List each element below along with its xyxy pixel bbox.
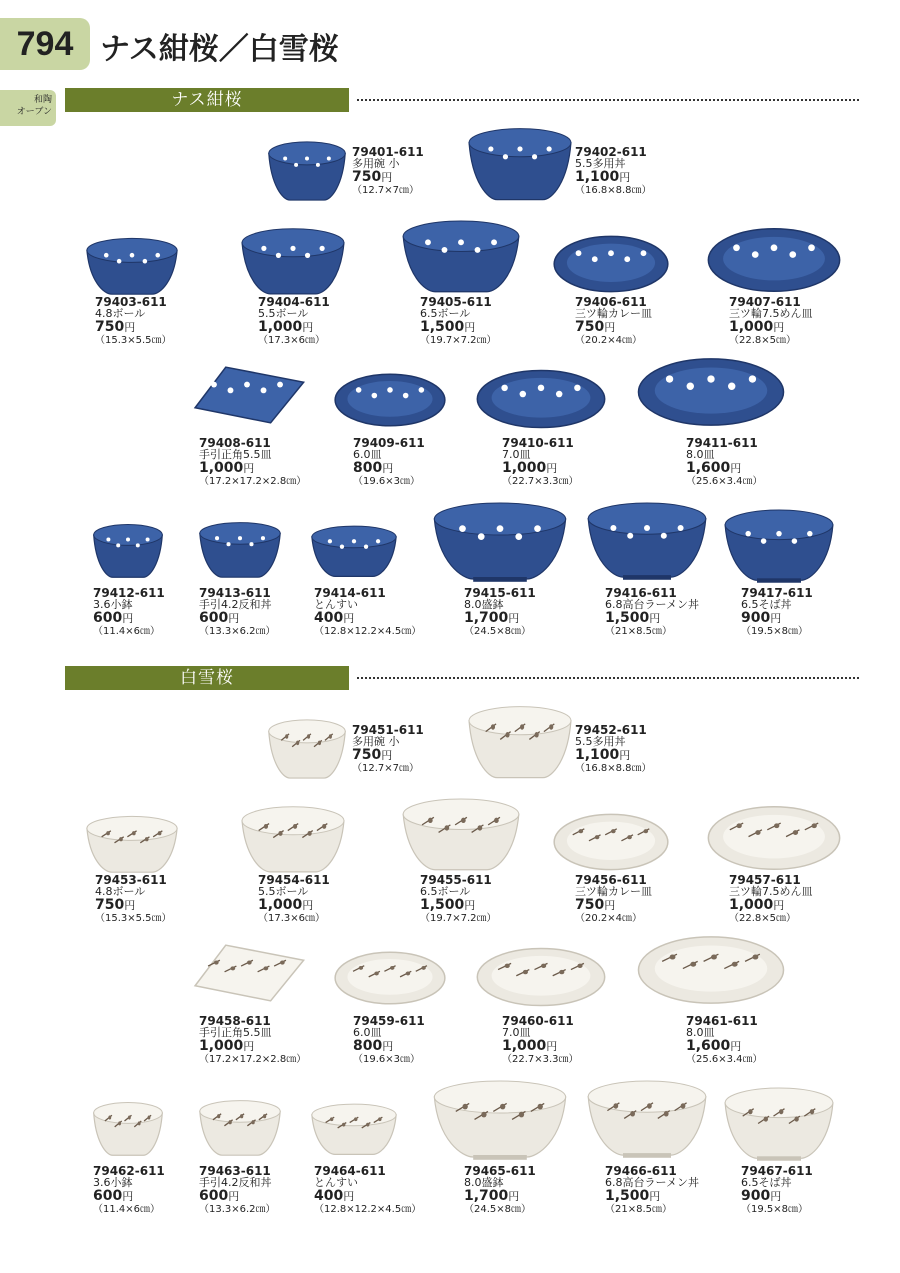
product-price: 600円 <box>199 1188 240 1204</box>
product-code: 79413-611 <box>199 586 271 600</box>
product-name: 8.0皿 <box>686 1026 715 1039</box>
product-name: 7.0皿 <box>502 1026 531 1039</box>
currency-unit: 円 <box>770 1190 782 1203</box>
product-image-79455-611 <box>402 796 520 872</box>
product-price: 750円 <box>575 897 616 913</box>
product-name: 多用碗 小 <box>352 735 400 748</box>
product-price: 1,000円 <box>729 319 785 335</box>
product-size: （17.3×6㎝） <box>258 335 326 346</box>
product-image-79463-611 <box>199 1097 281 1157</box>
product-image-79409-611 <box>334 372 446 428</box>
product-label[interactable] <box>95 874 275 925</box>
product-image-79417-611 <box>724 510 834 584</box>
currency-unit: 円 <box>770 612 782 625</box>
currency-unit: 円 <box>773 899 785 912</box>
product-label[interactable] <box>575 874 755 925</box>
product-code: 79456-611 <box>575 873 647 887</box>
product-label[interactable] <box>258 296 438 347</box>
product-label[interactable] <box>686 437 866 488</box>
product-label[interactable] <box>741 587 900 638</box>
product-size: （16.8×8.8㎝） <box>575 763 652 774</box>
product-image-79467-611 <box>724 1088 834 1162</box>
product-label[interactable] <box>199 437 379 488</box>
product-code: 79408-611 <box>199 436 271 450</box>
product-price: 1,100円 <box>575 747 631 763</box>
currency-unit: 円 <box>604 321 616 334</box>
currency-unit: 円 <box>228 1190 240 1203</box>
product-size: （25.6×3.4㎝） <box>686 1054 763 1065</box>
product-price: 1,000円 <box>199 460 255 476</box>
product-price: 900円 <box>741 610 782 626</box>
product-price: 750円 <box>575 319 616 335</box>
currency-unit: 円 <box>343 1190 355 1203</box>
product-code: 79401-611 <box>352 145 424 159</box>
product-price: 750円 <box>95 319 136 335</box>
product-name: 手引4.2反和丼 <box>199 1176 272 1189</box>
product-image-79403-611 <box>86 236 178 296</box>
product-size: （21×8.5㎝） <box>605 1204 673 1215</box>
product-size: （19.7×7.2㎝） <box>420 913 497 924</box>
product-code: 79453-611 <box>95 873 167 887</box>
product-image-79452-611 <box>468 702 572 780</box>
currency-unit: 円 <box>228 612 240 625</box>
product-name: 三ツ輪7.5めん皿 <box>729 307 813 320</box>
product-price: 1,600円 <box>686 460 742 476</box>
product-image-79411-611 <box>637 356 785 428</box>
product-image-79401-611 <box>268 138 346 202</box>
currency-unit: 円 <box>649 1190 661 1203</box>
product-size: （22.7×3.3㎝） <box>502 1054 579 1065</box>
product-size: （20.2×4㎝） <box>575 913 643 924</box>
product-image-79410-611 <box>476 368 606 430</box>
product-name: 三ツ輪カレー皿 <box>575 307 652 320</box>
product-name: 5.5ボール <box>258 307 309 320</box>
product-size: （19.7×7.2㎝） <box>420 335 497 346</box>
product-image-79408-611 <box>188 366 306 424</box>
product-image-79415-611 <box>433 503 567 583</box>
currency-unit: 円 <box>124 321 136 334</box>
product-size: （19.5×8㎝） <box>741 1204 809 1215</box>
product-label[interactable] <box>741 1165 900 1216</box>
product-size: （12.8×12.2×4.5㎝） <box>314 626 422 637</box>
product-code: 79460-611 <box>502 1014 574 1028</box>
product-code: 79459-611 <box>353 1014 425 1028</box>
product-name: 8.0盛鉢 <box>464 1176 504 1189</box>
product-name: 8.0皿 <box>686 448 715 461</box>
product-label[interactable] <box>575 724 755 775</box>
product-price: 1,500円 <box>420 319 476 335</box>
product-name: 5.5多用丼 <box>575 157 626 170</box>
product-size: （13.3×6.2㎝） <box>199 1204 276 1215</box>
product-size: （24.5×8㎝） <box>464 626 532 637</box>
product-name: 多用碗 小 <box>352 157 400 170</box>
product-size: （21×8.5㎝） <box>605 626 673 637</box>
product-code: 79452-611 <box>575 723 647 737</box>
product-price: 600円 <box>93 1188 134 1204</box>
page-title: ナス紺桜／白雪桜 <box>100 32 339 67</box>
product-label[interactable] <box>199 1015 379 1066</box>
product-name: 3.6小鉢 <box>93 1176 133 1189</box>
product-label[interactable] <box>95 296 275 347</box>
product-image-79458-611 <box>188 944 306 1002</box>
product-name: 5.5多用丼 <box>575 735 626 748</box>
product-code: 79458-611 <box>199 1014 271 1028</box>
product-price: 1,500円 <box>420 897 476 913</box>
product-image-79466-611 <box>587 1081 707 1159</box>
product-price: 600円 <box>199 610 240 626</box>
product-code: 79404-611 <box>258 295 330 309</box>
currency-unit: 円 <box>649 612 661 625</box>
section-divider <box>357 99 859 101</box>
product-name: 4.8ボール <box>95 885 146 898</box>
product-name: 6.8高台ラーメン丼 <box>605 1176 699 1189</box>
product-code: 79403-611 <box>95 295 167 309</box>
product-label[interactable] <box>729 296 900 347</box>
product-name: 6.5そば丼 <box>741 1176 792 1189</box>
section-header-nasu-konzakura: ナス紺桜 <box>65 88 349 112</box>
product-size: （19.6×3㎝） <box>353 476 421 487</box>
product-price: 1,500円 <box>605 610 661 626</box>
product-image-79402-611 <box>468 124 572 202</box>
product-size: （12.7×7㎝） <box>352 763 420 774</box>
currency-unit: 円 <box>243 462 255 475</box>
product-name: 6.0皿 <box>353 1026 382 1039</box>
currency-unit: 円 <box>508 612 520 625</box>
product-price: 800円 <box>353 460 394 476</box>
product-size: （20.2×4㎝） <box>575 335 643 346</box>
product-code: 79414-611 <box>314 586 386 600</box>
product-price: 1,700円 <box>464 610 520 626</box>
product-code: 79467-611 <box>741 1164 813 1178</box>
product-name: 5.5ボール <box>258 885 309 898</box>
currency-unit: 円 <box>302 321 314 334</box>
product-size: （11.4×6㎝） <box>93 1204 161 1215</box>
product-name: 三ツ輪7.5めん皿 <box>729 885 813 898</box>
currency-unit: 円 <box>604 899 616 912</box>
currency-unit: 円 <box>508 1190 520 1203</box>
product-code: 79457-611 <box>729 873 801 887</box>
product-size: （19.6×3㎝） <box>353 1054 421 1065</box>
product-code: 79417-611 <box>741 586 813 600</box>
product-price: 750円 <box>352 169 393 185</box>
product-label[interactable] <box>502 1015 682 1066</box>
product-price: 1,700円 <box>464 1188 520 1204</box>
product-price: 1,000円 <box>502 1038 558 1054</box>
product-label[interactable] <box>502 437 682 488</box>
product-code: 79463-611 <box>199 1164 271 1178</box>
product-image-79451-611 <box>268 716 346 780</box>
product-name: 手引正角5.5皿 <box>199 448 272 461</box>
product-code: 79454-611 <box>258 873 330 887</box>
currency-unit: 円 <box>243 1040 255 1053</box>
product-image-79461-611 <box>637 934 785 1006</box>
product-name: 3.6小鉢 <box>93 598 133 611</box>
product-label[interactable] <box>575 296 755 347</box>
product-image-79453-611 <box>86 814 178 874</box>
product-size: （17.3×6㎝） <box>258 913 326 924</box>
currency-unit: 円 <box>381 749 393 762</box>
product-price: 750円 <box>352 747 393 763</box>
product-size: （12.7×7㎝） <box>352 185 420 196</box>
product-code: 79409-611 <box>353 436 425 450</box>
product-price: 800円 <box>353 1038 394 1054</box>
side-category-tab[interactable] <box>0 90 56 126</box>
product-image-79416-611 <box>587 503 707 581</box>
currency-unit: 円 <box>773 321 785 334</box>
product-price: 750円 <box>95 897 136 913</box>
product-price: 400円 <box>314 610 355 626</box>
currency-unit: 円 <box>382 1040 394 1053</box>
product-image-79454-611 <box>241 804 345 874</box>
product-code: 79416-611 <box>605 586 677 600</box>
product-size: （15.3×5.5㎝） <box>95 913 172 924</box>
product-image-79465-611 <box>433 1081 567 1161</box>
page-number: 794 <box>0 18 90 70</box>
product-label[interactable] <box>420 874 600 925</box>
product-label[interactable] <box>729 874 900 925</box>
product-name: 手引4.2反和丼 <box>199 598 272 611</box>
currency-unit: 円 <box>124 899 136 912</box>
product-code: 79462-611 <box>93 1164 165 1178</box>
product-image-79460-611 <box>476 946 606 1008</box>
currency-unit: 円 <box>619 749 631 762</box>
product-price: 1,000円 <box>258 319 314 335</box>
product-image-79407-611 <box>707 226 841 294</box>
product-code: 79406-611 <box>575 295 647 309</box>
product-code: 79451-611 <box>352 723 424 737</box>
product-code: 79455-611 <box>420 873 492 887</box>
currency-unit: 円 <box>343 612 355 625</box>
product-size: （17.2×17.2×2.8㎝） <box>199 1054 307 1065</box>
currency-unit: 円 <box>730 1040 742 1053</box>
product-size: （25.6×3.4㎝） <box>686 476 763 487</box>
product-image-79457-611 <box>707 804 841 872</box>
product-size: （16.8×8.8㎝） <box>575 185 652 196</box>
product-code: 79405-611 <box>420 295 492 309</box>
product-code: 79461-611 <box>686 1014 758 1028</box>
product-size: （24.5×8㎝） <box>464 1204 532 1215</box>
currency-unit: 円 <box>464 321 476 334</box>
product-image-79404-611 <box>241 226 345 296</box>
product-image-79413-611 <box>199 519 281 579</box>
currency-unit: 円 <box>619 171 631 184</box>
product-name: 三ツ輪カレー皿 <box>575 885 652 898</box>
product-price: 600円 <box>93 610 134 626</box>
product-size: （22.8×5㎝） <box>729 913 797 924</box>
currency-unit: 円 <box>302 899 314 912</box>
product-price: 400円 <box>314 1188 355 1204</box>
product-image-79414-611 <box>311 524 397 578</box>
product-name: とんすい <box>314 598 358 611</box>
product-code: 79466-611 <box>605 1164 677 1178</box>
product-price: 1,000円 <box>502 460 558 476</box>
product-name: とんすい <box>314 1176 358 1189</box>
currency-unit: 円 <box>546 462 558 475</box>
product-size: （12.8×12.2×4.5㎝） <box>314 1204 422 1215</box>
side-tab-line1: 和陶 <box>33 95 52 105</box>
product-code: 79464-611 <box>314 1164 386 1178</box>
product-price: 1,500円 <box>605 1188 661 1204</box>
product-code: 79415-611 <box>464 586 536 600</box>
product-label[interactable] <box>258 874 438 925</box>
product-image-79412-611 <box>93 521 163 579</box>
product-size: （22.7×3.3㎝） <box>502 476 579 487</box>
product-name: 手引正角5.5皿 <box>199 1026 272 1039</box>
product-name: 6.5ボール <box>420 885 471 898</box>
product-price: 1,000円 <box>729 897 785 913</box>
product-code: 79411-611 <box>686 436 758 450</box>
product-label[interactable] <box>686 1015 866 1066</box>
product-name: 7.0皿 <box>502 448 531 461</box>
product-price: 1,000円 <box>258 897 314 913</box>
product-price: 1,600円 <box>686 1038 742 1054</box>
product-image-79405-611 <box>402 218 520 294</box>
product-code: 79407-611 <box>729 295 801 309</box>
product-name: 6.8高台ラーメン丼 <box>605 598 699 611</box>
currency-unit: 円 <box>730 462 742 475</box>
section-divider <box>357 677 859 679</box>
product-size: （15.3×5.5㎝） <box>95 335 172 346</box>
product-image-79464-611 <box>311 1102 397 1156</box>
side-tab-line2: オーブン <box>16 107 52 117</box>
currency-unit: 円 <box>122 1190 134 1203</box>
product-code: 79402-611 <box>575 145 647 159</box>
product-image-79456-611 <box>553 812 669 872</box>
product-size: （13.3×6.2㎝） <box>199 626 276 637</box>
product-code: 79465-611 <box>464 1164 536 1178</box>
product-image-79406-611 <box>553 234 669 294</box>
currency-unit: 円 <box>382 462 394 475</box>
currency-unit: 円 <box>546 1040 558 1053</box>
currency-unit: 円 <box>381 171 393 184</box>
product-name: 6.5そば丼 <box>741 598 792 611</box>
section-header-shirayukizakura: 白雪桜 <box>65 666 349 690</box>
product-name: 6.0皿 <box>353 448 382 461</box>
product-name: 8.0盛鉢 <box>464 598 504 611</box>
product-size: （22.8×5㎝） <box>729 335 797 346</box>
product-label[interactable] <box>420 296 600 347</box>
product-label[interactable] <box>575 146 755 197</box>
currency-unit: 円 <box>464 899 476 912</box>
product-code: 79412-611 <box>93 586 165 600</box>
currency-unit: 円 <box>122 612 134 625</box>
product-price: 900円 <box>741 1188 782 1204</box>
product-name: 4.8ボール <box>95 307 146 320</box>
product-size: （17.2×17.2×2.8㎝） <box>199 476 307 487</box>
product-price: 1,000円 <box>199 1038 255 1054</box>
product-code: 79410-611 <box>502 436 574 450</box>
product-size: （11.4×6㎝） <box>93 626 161 637</box>
product-size: （19.5×8㎝） <box>741 626 809 637</box>
product-image-79459-611 <box>334 950 446 1006</box>
product-price: 1,100円 <box>575 169 631 185</box>
product-image-79462-611 <box>93 1099 163 1157</box>
product-name: 6.5ボール <box>420 307 471 320</box>
